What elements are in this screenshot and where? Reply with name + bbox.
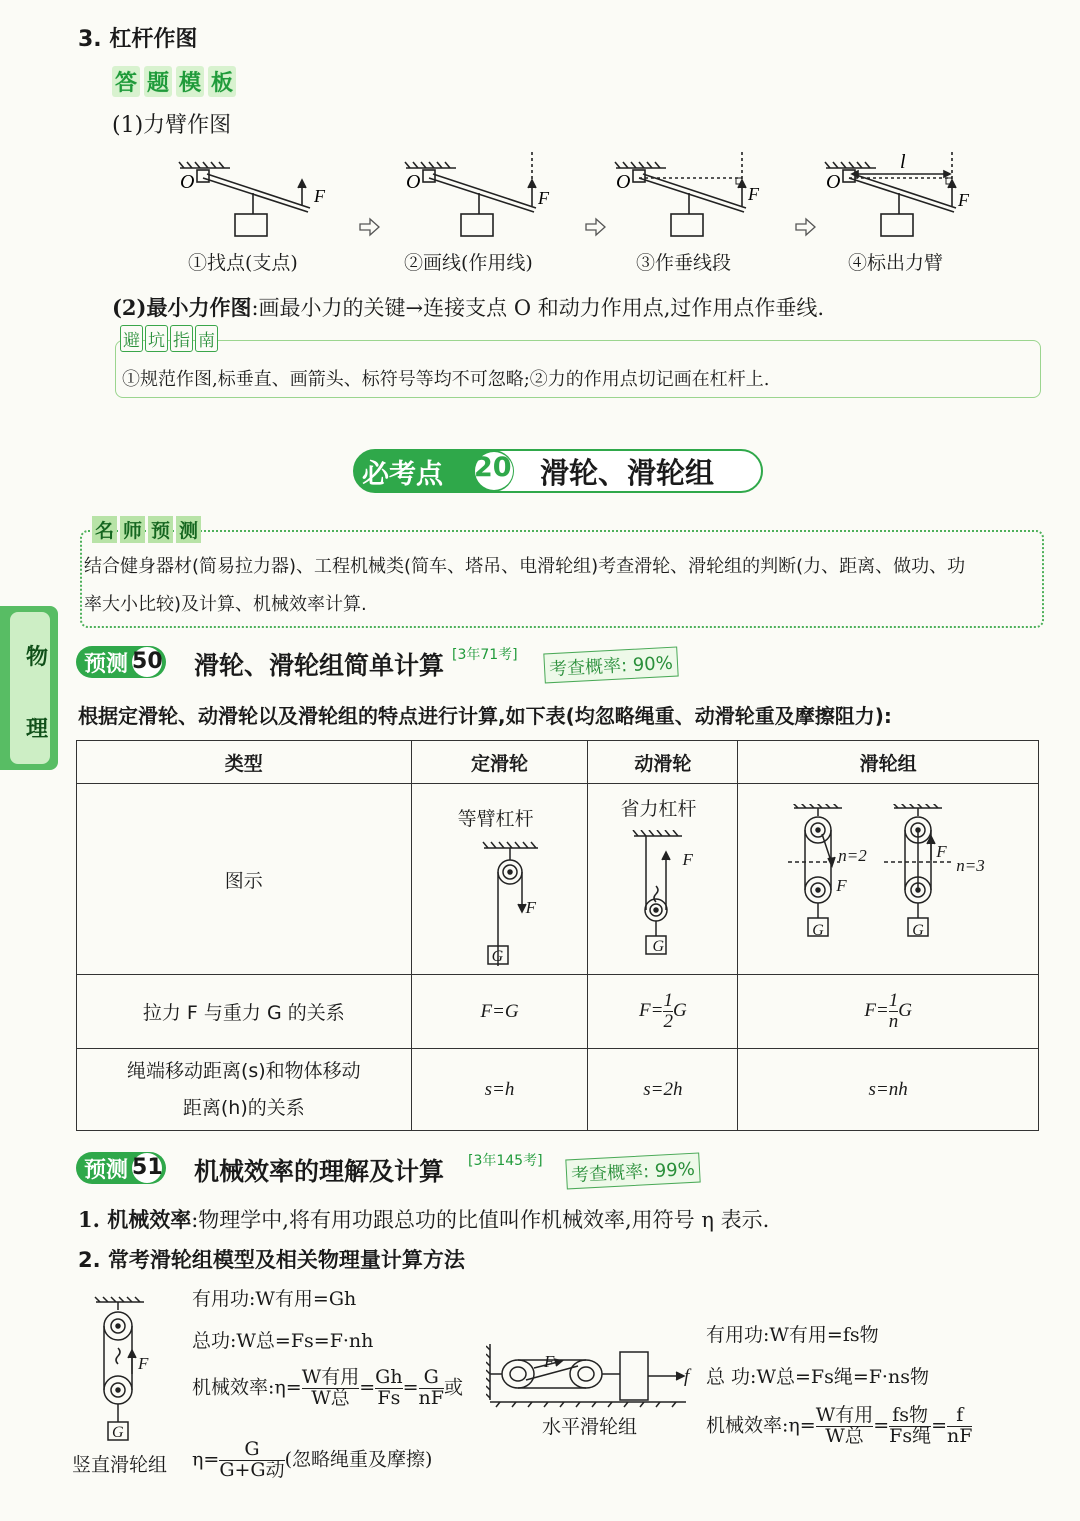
table-cell-line: 距离(h)的关系 — [182, 1096, 305, 1119]
eff-note: (忽略绳重及摩擦) — [284, 1448, 433, 1471]
pulley-group-cell — [738, 784, 1039, 975]
pill-label: 预测 — [84, 1157, 129, 1183]
table-cell: s=h — [411, 1049, 588, 1131]
prediction-50-pill — [76, 646, 166, 678]
prediction-50-intro: 根据定滑轮、动滑轮以及滑轮组的特点进行计算,如下表(均忽略绳重、动滑轮重及摩擦阻力): — [78, 704, 892, 728]
teacher-text-line1: 结合健身器材(简易拉力器)、工程机械类(简车、塔吊、电滑轮组)考查滑轮、滑轮组的判断(力、距离、做功、功 — [84, 556, 966, 577]
avoid-char: 坑 — [145, 325, 168, 352]
efficiency-item-2: 2. 常考滑轮组模型及相关物理量计算方法 — [78, 1248, 465, 1272]
frac-den: nF — [418, 1386, 444, 1409]
banner-num: 20 — [474, 452, 512, 483]
pill-label: 预测 — [84, 651, 129, 677]
movable-pulley-cell — [588, 784, 738, 975]
horizontal-efficiency: 机械效率:η= $\frac{\text{W有用}}{\text{W总}}$ = $\frac{\text{fs物}}{\text{Fs绳}}$ = $\frac{f}{nF}$ — [706, 1404, 973, 1447]
item1-text: :物理学中,将有用功跟总功的比值叫作机械效率,用符号 η 表示. — [191, 1208, 770, 1232]
frac-num: W有用 — [815, 1404, 874, 1426]
vertical-efficiency: 机械效率:η= $\frac{\text{W有用}}{\text{W总}}$ = $\frac{Gh}{Fs}$ = $\frac{G}{nF}$ 或 — [192, 1366, 463, 1409]
step-arrow-icon — [360, 219, 815, 235]
eff-prefix: 机械效率:η= — [192, 1376, 302, 1399]
prediction-51-probability: 考查概率: 99% — [565, 1153, 700, 1190]
fixed-pulley-diagram — [472, 840, 552, 966]
vertical-total-work: 总功:W总=Fs=F·nh — [192, 1330, 374, 1352]
frac-num: G — [423, 1366, 439, 1388]
banner-prefix: 必考点 — [362, 459, 443, 490]
side-char: 理 — [26, 717, 49, 742]
template-char: 答 — [112, 66, 140, 97]
teacher-char: 预 — [148, 516, 173, 543]
table-cell — [77, 1049, 412, 1131]
avoid-tag — [120, 325, 218, 352]
table-cell: F=G — [411, 975, 588, 1049]
lever-step-caption: ②画线(作用线) — [404, 252, 533, 274]
eff-prefix: η= — [192, 1448, 220, 1471]
horizontal-total-work: 总 功:W总=Fs绳=F·ns物 — [706, 1366, 929, 1388]
lever-O-label: O — [180, 171, 195, 193]
lever-l-label: l — [900, 151, 906, 173]
template-char: 模 — [176, 66, 204, 97]
table-cell: s=nh — [738, 1049, 1039, 1131]
frac-rhs: G — [898, 999, 912, 1021]
table-row-diagram — [77, 784, 1039, 975]
lever-sub2 — [112, 292, 824, 322]
fixed-G-label: G — [491, 948, 504, 965]
teacher-char: 名 — [92, 516, 117, 543]
table-header: 动滑轮 — [588, 741, 738, 784]
prediction-51-pill — [76, 1152, 166, 1184]
prediction-51-count: [3年145考] — [468, 1153, 543, 1169]
prediction-50-title: 滑轮、滑轮组简单计算 — [194, 651, 445, 680]
frac-den: Fs绳 — [889, 1424, 932, 1447]
frac-lhs: F= — [864, 999, 889, 1021]
avoid-char: 南 — [195, 325, 218, 352]
avoid-text: ①规范作图,标垂直、画箭头、标符号等均不可忽略;②力的作用点切记画在杠杆上. — [122, 369, 770, 390]
vertical-G-label: G — [112, 1424, 124, 1441]
movable-G-label: G — [652, 938, 664, 955]
fixed-pulley-cell — [411, 784, 588, 975]
lever-F-label: F — [314, 186, 325, 206]
group-F-label: F — [936, 842, 947, 861]
vertical-caption: 竖直滑轮组 — [72, 1454, 168, 1476]
pulley-table — [76, 740, 1039, 1131]
or-text: 或 — [443, 1376, 463, 1399]
fixed-lever-label: 等臂杠杆 — [457, 808, 534, 830]
frac-den: W总 — [825, 1424, 864, 1447]
horizontal-pulley-diagram — [486, 1340, 696, 1410]
avoid-char: 避 — [120, 325, 143, 352]
fixed-F-label: F — [525, 898, 536, 917]
template-char: 题 — [144, 66, 172, 97]
prediction-50-probability: 考查概率: 90% — [543, 647, 678, 684]
lever-sub1: (1)力臂作图 — [112, 113, 232, 138]
lever-step-caption: ①找点(支点) — [188, 252, 298, 274]
vertical-efficiency-ideal — [192, 1440, 432, 1481]
template-tag — [112, 66, 236, 97]
frac-num: W有用 — [301, 1366, 360, 1388]
movable-lever-label: 省力杠杆 — [620, 798, 697, 820]
lever-O-label: O — [406, 171, 421, 193]
teacher-text-line2: 率大小比较)及计算、机械效率计算. — [84, 594, 367, 615]
teacher-tag — [92, 516, 201, 543]
frac-den: n — [888, 1011, 899, 1032]
item1-bold: 1. 机械效率 — [78, 1207, 192, 1232]
lever-O-label: O — [826, 171, 841, 193]
frac-num: Gh — [375, 1366, 403, 1388]
lever-diagram-4 — [825, 152, 956, 236]
table-cell-fraction — [588, 975, 738, 1049]
frac-num: fs物 — [892, 1404, 929, 1426]
frac-num: f — [956, 1404, 964, 1426]
table-header: 滑轮组 — [738, 741, 1039, 784]
table-cell: 拉力 F 与重力 G 的关系 — [77, 975, 412, 1049]
table-header-row — [77, 741, 1039, 784]
banner-title: 滑轮、滑轮组 — [540, 456, 715, 490]
lever-step-caption: ④标出力臂 — [848, 252, 944, 274]
vertical-useful-work: 有用功:W有用=Gh — [192, 1288, 357, 1310]
table-cell-fraction — [738, 975, 1039, 1049]
frac-den: nF — [947, 1424, 973, 1447]
teacher-char: 师 — [120, 516, 145, 543]
frac-lhs: F= — [639, 999, 664, 1021]
lever-sub2-text: :画最小力的关键→连接支点 O 和动力作用点,过作用点作垂线. — [251, 296, 825, 320]
lever-diagram-1 — [179, 162, 310, 236]
lever-F-label: F — [538, 188, 549, 208]
table-row-distance — [77, 1049, 1039, 1131]
lever-diagram-3 — [615, 152, 746, 236]
group-n3-label: n=3 — [956, 856, 985, 875]
frac-rhs: G — [672, 999, 687, 1021]
horizontal-caption: 水平滑轮组 — [542, 1416, 638, 1438]
efficiency-item-1 — [78, 1204, 769, 1234]
lever-step-diagrams — [160, 148, 990, 240]
lever-step-caption: ③作垂线段 — [636, 252, 732, 274]
group-F-label: F — [836, 876, 847, 895]
eff-prefix: 机械效率:η= — [706, 1414, 816, 1437]
lever-sub2-bold: (2)最小力作图 — [112, 295, 252, 320]
lever-heading: 3. 杠杆作图 — [78, 27, 198, 52]
table-header: 定滑轮 — [411, 741, 588, 784]
movable-F-label: F — [682, 850, 693, 869]
vertical-F-label: F — [138, 1354, 149, 1373]
frac-den: W总 — [311, 1386, 350, 1409]
group-n2-label: n=2 — [838, 846, 867, 865]
prediction-51-title: 机械效率的理解及计算 — [194, 1157, 445, 1186]
lever-F-label: F — [748, 184, 759, 204]
vertical-pulley-diagram — [90, 1296, 160, 1446]
lever-F-label: F — [958, 190, 969, 210]
horizontal-useful-work: 有用功:W有用=fs物 — [706, 1324, 879, 1346]
avoid-char: 指 — [170, 325, 193, 352]
template-char: 板 — [208, 66, 236, 97]
group-G-label: G — [812, 922, 824, 939]
table-header: 类型 — [77, 741, 412, 784]
table-cell-line: 绳端移动距离(s)和物体移动 — [126, 1060, 361, 1083]
frac-den: 2 — [663, 1011, 673, 1032]
horizontal-F-label: F — [544, 1352, 555, 1371]
horizontal-f-label: f — [684, 1366, 690, 1387]
teacher-char: 测 — [176, 516, 201, 543]
frac-num: 1 — [663, 990, 673, 1012]
group-G-label: G — [912, 922, 924, 939]
prediction-50-count: [3年71考] — [452, 647, 518, 663]
frac-den: Fs — [377, 1386, 401, 1409]
table-cell: s=2h — [588, 1049, 738, 1131]
table-cell: 图示 — [77, 784, 412, 975]
lever-O-label: O — [616, 171, 631, 193]
frac-num: G — [244, 1438, 260, 1460]
table-row-force — [77, 975, 1039, 1049]
pill-number: 51 — [132, 1153, 162, 1183]
side-char: 物 — [26, 645, 49, 670]
frac-num: 1 — [888, 990, 899, 1012]
lever-diagram-2 — [405, 152, 536, 236]
pill-number: 50 — [132, 647, 162, 677]
frac-den: G+G动 — [219, 1458, 285, 1481]
